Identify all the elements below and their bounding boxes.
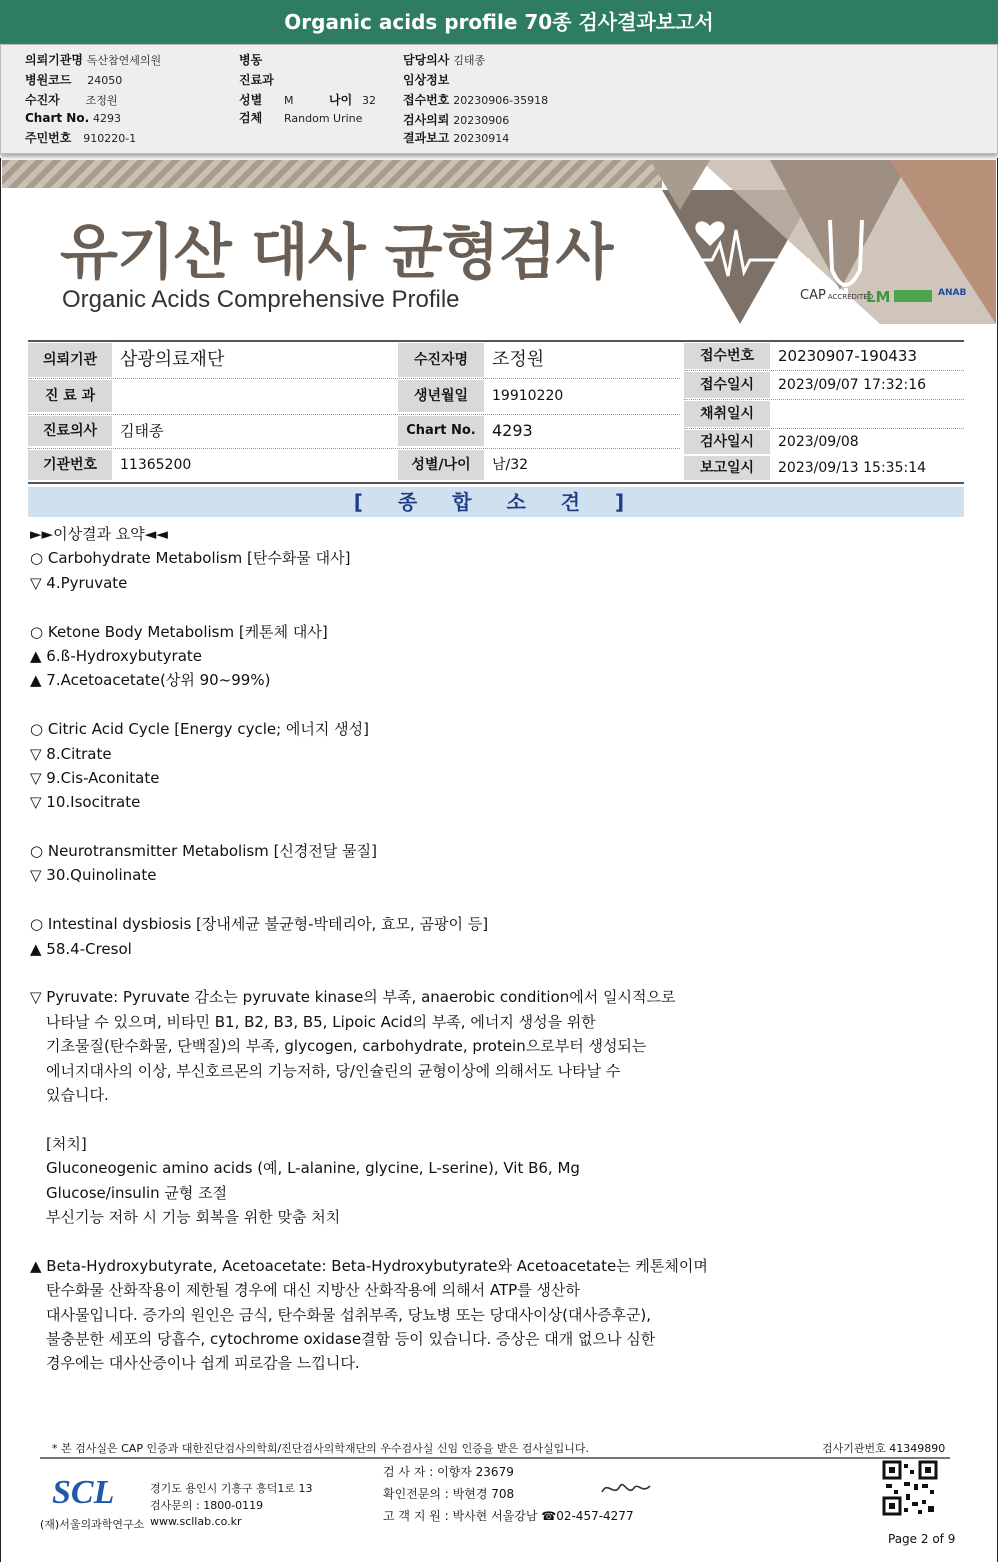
qr-code-icon — [882, 1460, 938, 1516]
row-divider — [28, 414, 680, 415]
table-top-rule — [28, 340, 964, 342]
summary-line: 있습니다. — [46, 1085, 109, 1104]
top-info-panel — [0, 44, 998, 154]
summary-line — [30, 595, 960, 619]
receipt-no-value: 20230907-190433 — [778, 347, 918, 365]
summary-line: 불충분한 세포의 당흡수, cytochrome oxidase결함 등이 있습니다. 증상은 대개 없으나 심한 — [46, 1329, 656, 1348]
receipt-label: 접수번호 — [403, 93, 450, 107]
summary-line: [처치] — [46, 1134, 87, 1153]
dept-value — [112, 380, 396, 412]
dept-label: 진 료 과 — [28, 380, 112, 412]
summary-line: ▽ 9.Cis-Aconitate — [30, 768, 160, 787]
chart-label: Chart No. — [398, 416, 484, 446]
resident-value: 910220-1 — [83, 132, 137, 145]
dept-label: 진료과 — [239, 73, 274, 87]
anab-logo: ANAB — [938, 288, 967, 298]
clinical-label: 임상정보 — [403, 73, 450, 87]
footer-institution-number: 검사기관번호 41349890 — [822, 1442, 946, 1455]
footer-inquiry: 검사문의 : 1800-0119 — [150, 1499, 264, 1512]
report-title: Organic acids profile 70종 검사결과보고서 — [0, 0, 998, 44]
clinic-label: 의뢰기관 — [28, 343, 112, 377]
summary-line: 나타날 수 있으며, 비타민 B1, B2, B3, B5, Lipoic Acid의 부족, 에너지 생성을 위한 — [46, 1012, 596, 1031]
hospital-code-value: 24050 — [87, 74, 123, 87]
table-bottom-rule — [28, 482, 964, 484]
footer-examiner: 검 사 자 : 이향자 23679 — [383, 1465, 514, 1479]
receipt-date-value: 2023/09/07 17:32:16 — [778, 377, 927, 393]
footer-address: 경기도 용인시 기흥구 흥덕1로 13 — [150, 1482, 313, 1495]
footer-confirm-doctor: 확인전문의 : 박현경 708 — [383, 1487, 515, 1501]
request-label: 검사의뢰 — [403, 113, 450, 127]
report-date-value: 2023/09/13 15:35:14 — [778, 460, 927, 476]
birth-label: 생년월일 — [398, 380, 484, 412]
specimen-label: 검체 — [239, 111, 263, 125]
summary-line: 대사물입니다. 증가의 원인은 금식, 탄수화물 섭취부족, 당뇨병 또는 당대사이상(대사증후군), — [46, 1305, 652, 1324]
summary-line — [30, 888, 960, 912]
lm-logo: LM — [866, 288, 891, 306]
chart-value: 4293 — [92, 112, 121, 125]
test-date-label: 검사일시 — [684, 430, 770, 454]
summary-heading: [ 종 합 소 견 ] — [28, 487, 964, 517]
specimen-value: Random Urine — [284, 112, 363, 125]
summary-line — [30, 815, 960, 839]
footer-org: (재)서울의과학연구소 — [40, 1518, 145, 1531]
summary-line: 에너지대사의 이상, 부신호르몬의 기능저하, 당/인슐린의 균형이상에 의해서도 나타날 수 — [46, 1061, 621, 1080]
summary-line: ○ Neurotransmitter Metabolism [신경전달 물질] — [30, 842, 377, 861]
test-date-value: 2023/09/08 — [778, 434, 859, 450]
summary-line: ○ Citric Acid Cycle [Energy cycle; 에너지 생성] — [30, 720, 369, 739]
footer-certification-note: * 본 검사실은 CAP 인증과 대한진단검사의학회/진단검사의학재단의 우수검사실 신임 인증을 받은 검사실입니다. — [52, 1442, 590, 1455]
age-value: 32 — [362, 94, 377, 107]
patient-label: 수진자 — [25, 93, 60, 107]
summary-line — [30, 1107, 960, 1131]
birth-value: 19910220 — [492, 388, 564, 404]
kola-logo — [894, 290, 932, 302]
summary-line: ▽ 8.Citrate — [30, 744, 112, 763]
receipt-date-label: 접수일시 — [684, 372, 770, 398]
page-number: Page 2 of 9 — [888, 1532, 956, 1546]
summary-line: ▲ 58.4-Cresol — [30, 939, 132, 958]
summary-line — [30, 961, 960, 985]
summary-line: ○ Intestinal dysbiosis [장내세균 불균형-박테리아, 효모, 곰팡이 등] — [30, 915, 489, 934]
receipt-value: 20230906-35918 — [453, 94, 549, 107]
summary-line: ○ Carbohydrate Metabolism [탄수화물 대사] — [30, 549, 351, 568]
summary-line: Gluconeogenic amino acids (예, L-alanine, glycine, L-serine), Vit B6, Mg — [46, 1159, 580, 1178]
summary-body — [30, 522, 960, 1376]
summary-line: 경우에는 대사산증이나 쉽게 피로감을 느낍니다. — [46, 1354, 360, 1373]
summary-line: ▲ Beta-Hydroxybutyrate, Acetoacetate: Beta-Hydroxybutyrate와 Acetoacetate는 케톤체이며 — [30, 1256, 708, 1275]
doctor-value: 김태종 — [453, 54, 486, 67]
banner-title-kr: 유기산 대사 균형검사 — [60, 218, 613, 288]
sexage-value: 남/32 — [492, 457, 529, 473]
summary-line: 부신기능 저하 시 기능 회복을 위한 맞춤 처치 — [46, 1207, 341, 1226]
summary-line: Glucose/insulin 균형 조절 — [46, 1183, 228, 1202]
summary-line: ►►이상결과 요약◄◄ — [30, 525, 168, 543]
collect-value — [770, 401, 964, 427]
signature-image — [598, 1476, 654, 1502]
inst-label: 기관번호 — [28, 450, 112, 480]
request-value: 20230906 — [453, 114, 510, 127]
ward-label: 병동 — [239, 53, 263, 67]
resident-label: 주민번호 — [25, 131, 72, 145]
summary-line: ▽ Pyruvate: Pyruvate 감소는 pyruvate kinase의 부족, anaerobic condition에서 일시적으로 — [30, 988, 676, 1007]
row-divider — [684, 428, 964, 429]
footer-rule — [40, 1457, 950, 1459]
banner-title-en: Organic Acids Comprehensive Profile — [62, 286, 460, 313]
summary-line: ▽ 30.Quinolinate — [30, 866, 157, 885]
summary-line — [30, 1229, 960, 1253]
collect-label: 채취일시 — [684, 401, 770, 427]
summary-line: ▽ 10.Isocitrate — [30, 793, 141, 812]
row-divider — [28, 448, 680, 449]
summary-line: ▽ 4.Pyruvate — [30, 573, 128, 592]
summary-line: ○ Ketone Body Metabolism [케톤체 대사] — [30, 622, 328, 641]
doctor-label: 진료의사 — [28, 416, 112, 446]
clinic-label: 의뢰기관명 — [25, 53, 83, 67]
patient-label: 수진자명 — [398, 343, 484, 377]
sexage-label: 성별/나이 — [398, 450, 484, 480]
summary-line: 기초물질(탄수화물, 단백질)의 부족, glycogen, carbohydrate, protein으로부터 생성되는 — [46, 1037, 647, 1056]
inst-value: 11365200 — [120, 457, 192, 473]
age-label: 나이 — [329, 93, 353, 107]
cap-logo: CAP ACCREDITED — [800, 288, 874, 303]
patient-value: 조정원 — [492, 349, 545, 370]
patient-value: 조정원 — [85, 94, 118, 107]
footer-customer-support: 고 객 지 원 : 박사현 서울강남 ☎02-457-4277 — [383, 1509, 634, 1523]
clinic-value: 삼광의료재단 — [120, 349, 225, 370]
row-divider — [28, 378, 680, 379]
row-divider — [684, 399, 964, 400]
report-date-label: 보고일시 — [684, 456, 770, 480]
hospital-code-label: 병원코드 — [25, 73, 72, 87]
clinic-value: 독산참연세의원 — [86, 54, 162, 67]
receipt-no-label: 접수번호 — [684, 343, 770, 369]
result-value: 20230914 — [453, 132, 510, 145]
banner-stripe — [2, 160, 662, 188]
summary-line: 탄수화물 산화작용이 제한될 경우에 대신 지방산 산화작용에 의해서 ATP를 생산하 — [46, 1281, 580, 1300]
row-divider — [684, 370, 964, 371]
sex-label: 성별 — [239, 93, 263, 107]
result-label: 결과보고 — [403, 131, 450, 145]
summary-line — [30, 693, 960, 717]
chart-label: Chart No. — [25, 111, 90, 125]
summary-line: ▲ 7.Acetoacetate(상위 90~99%) — [30, 671, 271, 690]
chart-value: 4293 — [492, 421, 533, 440]
footer-website: www.scllab.co.kr — [150, 1515, 242, 1528]
doctor-label: 담당의사 — [403, 53, 450, 67]
summary-line: ▲ 6.ß-Hydroxybutyrate — [30, 646, 202, 665]
scl-logo: SCL — [52, 1474, 115, 1511]
sex-value: M — [284, 94, 294, 107]
doctor-value: 김태종 — [120, 422, 164, 440]
